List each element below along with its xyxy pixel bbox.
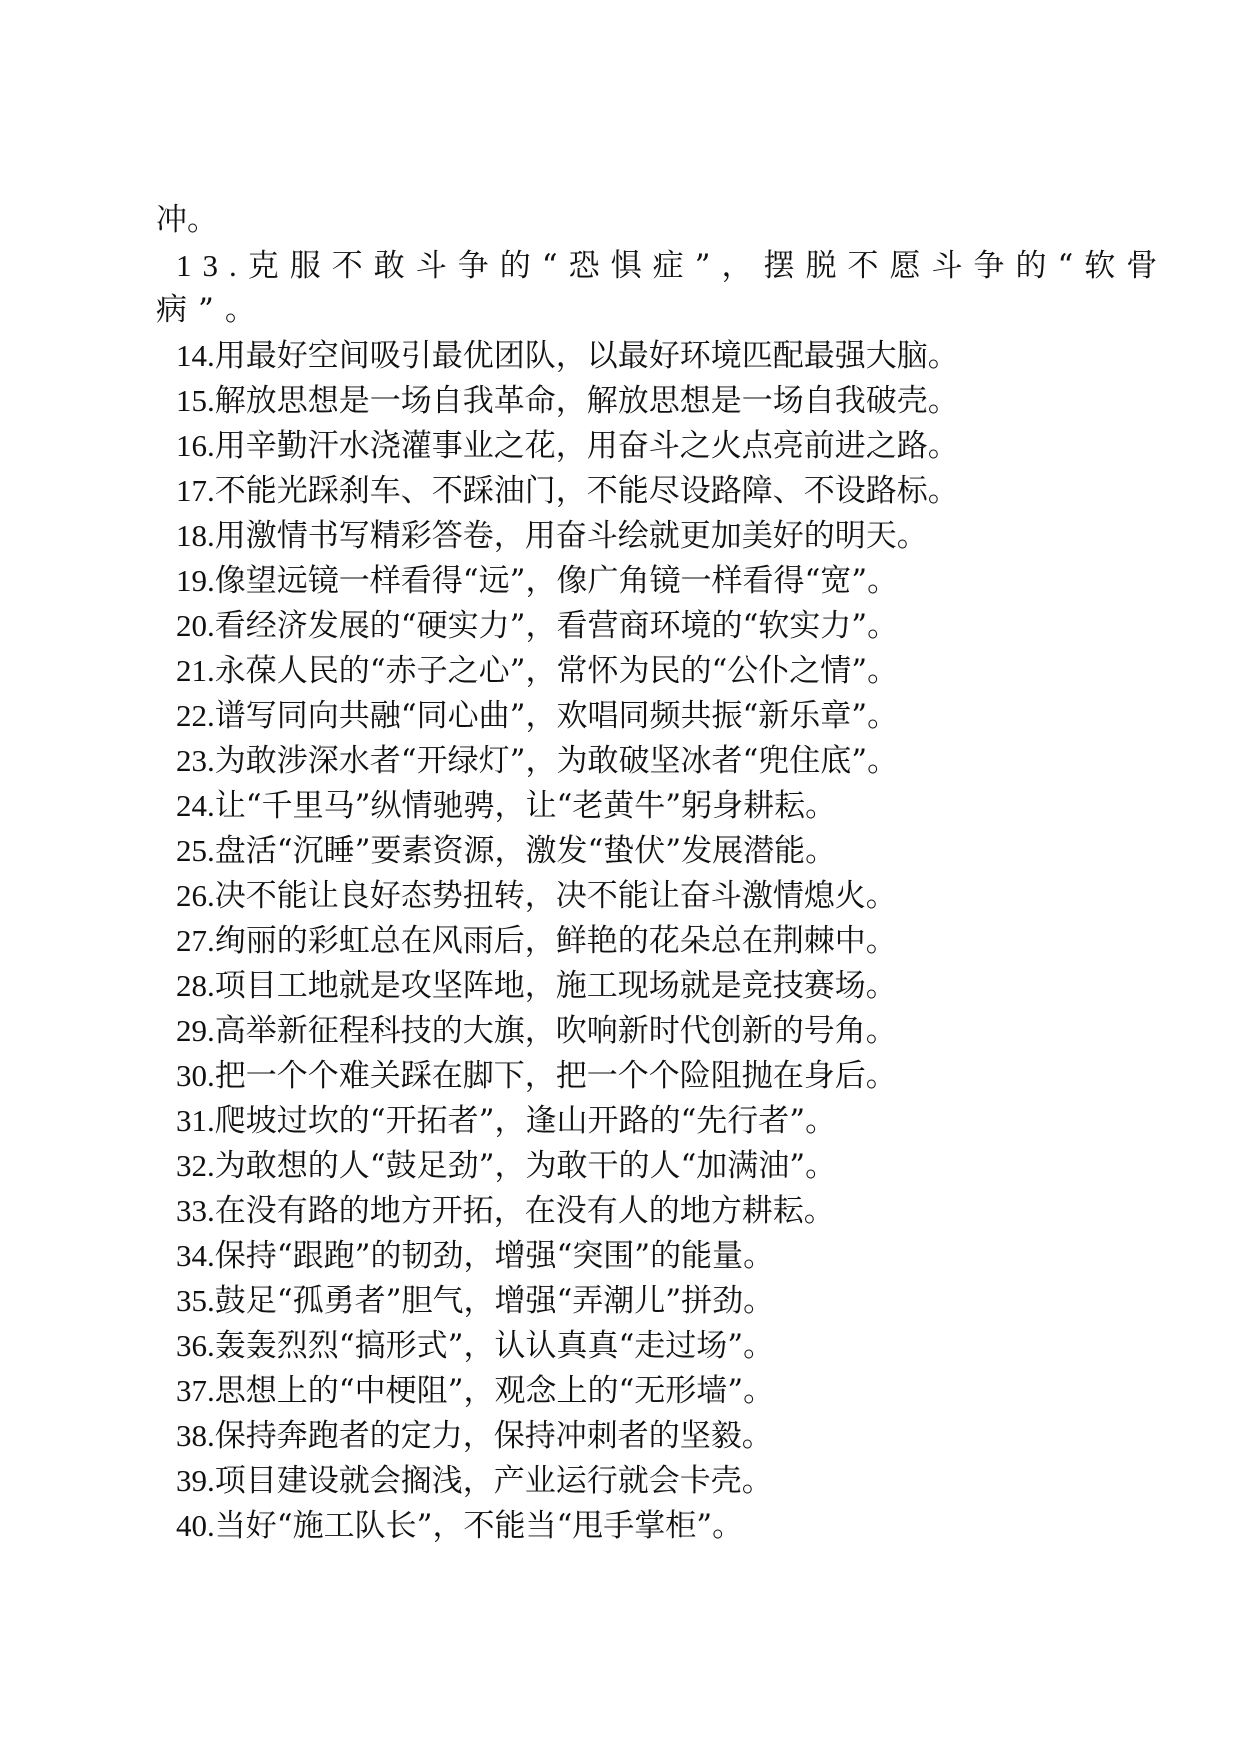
- item-text: 为敢涉深水者“开绿灯”，为敢破坚冰者“兜住底”。: [214, 743, 899, 779]
- item-number: 28.: [176, 968, 215, 1003]
- item-number: 37.: [176, 1373, 215, 1408]
- list-item: [156, 783, 1086, 828]
- item-text: 让“千里马”纵情驰骋，让“老黄牛”躬身耕耘。: [214, 788, 837, 824]
- item-number: 21.: [176, 653, 215, 688]
- document-body: [156, 198, 1169, 1548]
- item-text: 高举新征程科技的大旗，吹响新时代创新的号角。: [214, 1013, 897, 1049]
- list-item: [156, 918, 1086, 963]
- item-number: 33.: [176, 1193, 215, 1228]
- list-item: [156, 1053, 1086, 1098]
- item-list: [156, 333, 1086, 1548]
- item-number: 19.: [176, 563, 215, 598]
- item-number: 32.: [176, 1148, 215, 1183]
- item-text: 思想上的“中梗阻”，观念上的“无形墙”。: [214, 1373, 775, 1409]
- item-text: 克服不敢斗争的“恐惧症”，摆脱不愿斗争的“软骨: [247, 248, 1169, 284]
- list-item: [156, 333, 1086, 378]
- item-text: 保持奔跑者的定力，保持冲刺者的坚毅。: [214, 1418, 773, 1454]
- list-item: [156, 1143, 1086, 1188]
- list-item: [156, 1278, 1086, 1323]
- item-text: 保持“跟跑”的韧劲，增强“突围”的能量。: [214, 1238, 775, 1274]
- item-number: 34.: [176, 1238, 215, 1273]
- item-number: 20.: [176, 608, 215, 643]
- list-item: [156, 378, 1086, 423]
- item-number: 29.: [176, 1013, 215, 1048]
- item-text: 轰轰烈烈“搞形式”，认认真真“走过场”。: [214, 1328, 775, 1364]
- item-number: 14.: [176, 338, 215, 373]
- list-item: [156, 1188, 1086, 1233]
- item-text: 用最好空间吸引最优团队，以最好环境匹配最强大脑。: [214, 338, 959, 374]
- list-item: [156, 1503, 1086, 1548]
- item-number: 22.: [176, 698, 215, 733]
- item-number: 24.: [176, 788, 215, 823]
- list-item-continuation: 病”。: [156, 292, 267, 328]
- item-text: 项目建设就会搁浅，产业运行就会卡壳。: [214, 1463, 773, 1499]
- item-number: 16.: [176, 428, 215, 463]
- item-text: 鼓足“孤勇者”胆气，增强“弄潮儿”拼劲。: [214, 1283, 775, 1319]
- item-number: 35.: [176, 1283, 215, 1318]
- item-text: 在没有路的地方开拓，在没有人的地方耕耘。: [214, 1193, 835, 1229]
- continuation-line: 冲。: [156, 202, 218, 238]
- item-number: 30.: [176, 1058, 215, 1093]
- item-text: 绚丽的彩虹总在风雨后，鲜艳的花朵总在荆棘中。: [214, 923, 897, 959]
- item-number: 39.: [176, 1463, 215, 1498]
- item-text: 看经济发展的“硬实力”，看营商环境的“软实力”。: [214, 608, 899, 644]
- item-text: 决不能让良好态势扭转，决不能让奋斗激情熄火。: [214, 878, 897, 914]
- item-number: 13.: [176, 248, 248, 283]
- list-item: [156, 693, 1086, 738]
- list-item: [156, 558, 1086, 603]
- item-text: 项目工地就是攻坚阵地，施工现场就是竞技赛场。: [214, 968, 897, 1004]
- list-item: [156, 1098, 1086, 1143]
- list-item: [156, 738, 1086, 783]
- list-item: [156, 1233, 1086, 1278]
- item-number: 23.: [176, 743, 215, 778]
- list-item: [156, 828, 1086, 873]
- list-item: [156, 513, 1086, 558]
- item-number: 17.: [176, 473, 215, 508]
- item-text: 用激情书写精彩答卷，用奋斗绘就更加美好的明天。: [214, 518, 928, 554]
- item-text: 当好“施工队长”，不能当“甩手掌柜”。: [214, 1508, 744, 1544]
- item-text: 用辛勤汗水浇灌事业之花，用奋斗之火点亮前进之路。: [214, 428, 959, 464]
- item-text: 永葆人民的“赤子之心”，常怀为民的“公仆之情”。: [214, 653, 899, 689]
- list-item: [156, 1368, 1086, 1413]
- item-text: 把一个个难关踩在脚下，把一个个险阻抛在身后。: [214, 1058, 897, 1094]
- list-item: [156, 603, 1086, 648]
- list-item: [156, 423, 1086, 468]
- item-text: 不能光踩刹车、不踩油门，不能尽设路障、不设路标。: [214, 473, 959, 509]
- list-item: [156, 1458, 1086, 1503]
- item-number: 31.: [176, 1103, 215, 1138]
- item-text: 爬坡过坎的“开拓者”，逢山开路的“先行者”。: [214, 1103, 837, 1139]
- list-item: [156, 873, 1086, 918]
- list-item: [156, 648, 1086, 693]
- item-number: 40.: [176, 1508, 215, 1543]
- list-item: [156, 963, 1086, 1008]
- item-text: 盘活“沉睡”要素资源，激发“蛰伏”发展潜能。: [214, 833, 837, 869]
- list-item: [156, 1008, 1086, 1053]
- item-number: 18.: [176, 518, 215, 553]
- item-number: 27.: [176, 923, 215, 958]
- list-item: [156, 243, 1169, 288]
- list-item: [156, 1413, 1086, 1458]
- list-item: [156, 1323, 1086, 1368]
- item-text: 解放思想是一场自我革命，解放思想是一场自我破壳。: [214, 383, 959, 419]
- item-text: 谱写同向共融“同心曲”，欢唱同频共振“新乐章”。: [214, 698, 899, 734]
- item-number: 38.: [176, 1418, 215, 1453]
- item-text: 为敢想的人“鼓足劲”，为敢干的人“加满油”。: [214, 1148, 837, 1184]
- item-text: 像望远镜一样看得“远”，像广角镜一样看得“宽”。: [214, 563, 899, 599]
- item-number: 25.: [176, 833, 215, 868]
- item-number: 36.: [176, 1328, 215, 1363]
- list-item: [156, 468, 1086, 513]
- item-number: 26.: [176, 878, 215, 913]
- item-number: 15.: [176, 383, 215, 418]
